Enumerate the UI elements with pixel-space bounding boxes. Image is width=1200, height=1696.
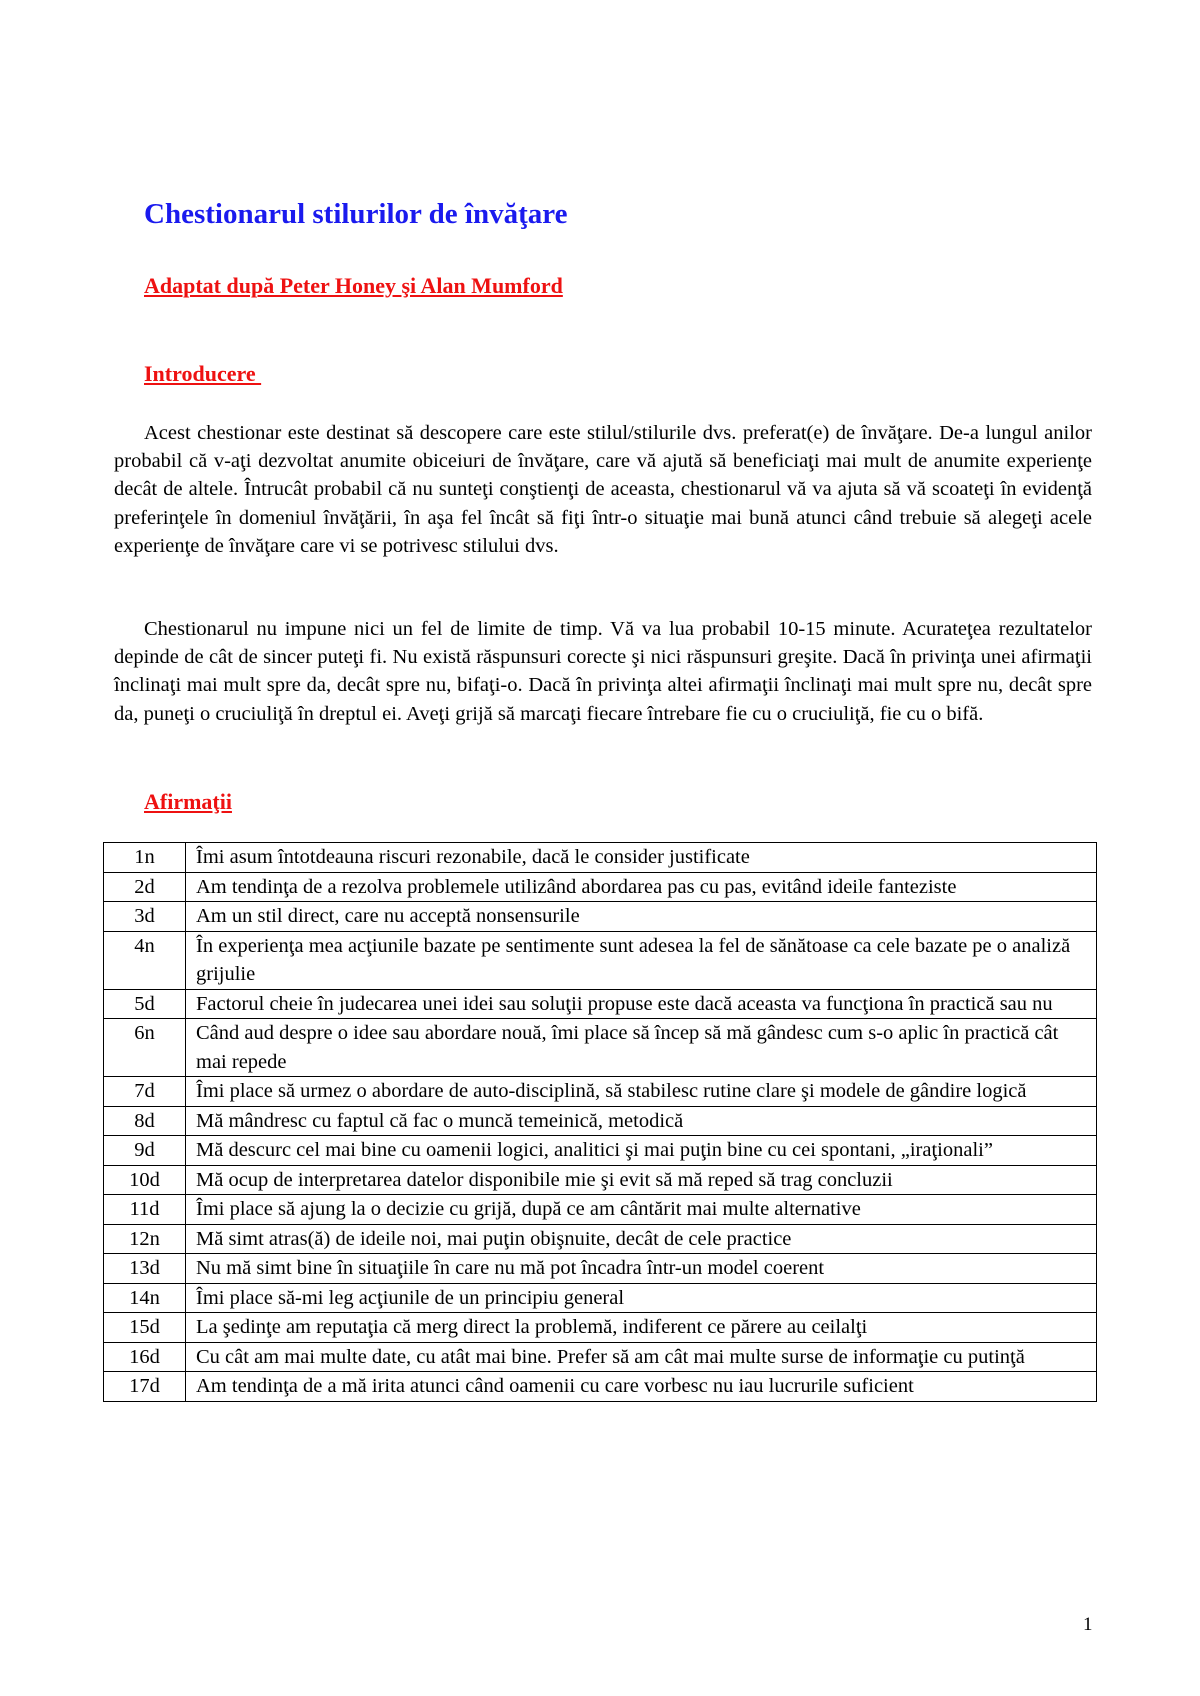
statement-code: 4n — [104, 931, 186, 989]
statement-text: Am tendinţa de a rezolva problemele utilizând abordarea pas cu pas, evitând ideile fanteziste — [186, 872, 1097, 902]
table-row — [104, 1106, 1097, 1136]
adapted-from-heading: Adaptat după Peter Honey şi Alan Mumford — [144, 273, 563, 298]
table-row — [104, 1195, 1097, 1225]
statements-table — [103, 842, 1097, 1402]
statement-code: 12n — [104, 1224, 186, 1254]
statement-code: 5d — [104, 989, 186, 1019]
table-row — [104, 1254, 1097, 1284]
statement-text: Mă descurc cel mai bine cu oamenii logici, analitici şi mai puţin bine cu cei spontani, „iraţionali” — [186, 1136, 1097, 1166]
table-row — [104, 1224, 1097, 1254]
statement-text: Îmi place să-mi leg acţiunile de un principiu general — [186, 1283, 1097, 1313]
table-row — [104, 1342, 1097, 1372]
table-row — [104, 1313, 1097, 1343]
statement-code: 1n — [104, 843, 186, 873]
table-row — [104, 1019, 1097, 1077]
intro-paragraph-1: Acest chestionar este destinat să descopere care este stilul/stilurile dvs. preferat(e) de învăţare. De-a lungul anilor probabil că v-aţi dezvoltat anumite obiceiuri de învăţare, care vă ajută să beneficiaţi mai mult de anumite experienţe decât de altele. Întrucât probabil că nu sunteţi conştienţi de aceasta, chestionarul vă va ajuta să vă scoateţi în evidenţă preferinţele în domeniul învăţării, în aşa fel încât să fiţi într-o situaţie mai bună atunci când trebuie să alegeţi acele experienţe de învăţare care vi se potrivesc stilului dvs. — [114, 422, 1092, 557]
table-row — [104, 902, 1097, 932]
intro-paragraph-2: Chestionarul nu impune nici un fel de limite de timp. Vă va lua probabil 10-15 minute. Acurateţea rezultatelor depinde de cât de sincer puteţi fi. Nu există răspunsuri corecte şi nici răspunsuri greşite. Dacă în privinţa unei afirmaţii înclinaţi mai mult spre da, decât spre nu, bifaţi-o. Dacă în privinţa altei afirmaţii înclinaţi mai mult spre nu, decât spre da, puneţi o cruciuliţă în dreptul ei. Aveţi grijă să marcaţi fiecare întrebare fie cu o cruciuliţă, fie cu o bifă. — [114, 618, 1092, 725]
table-row — [104, 1165, 1097, 1195]
statement-text: Mă mândresc cu faptul că fac o muncă temeinică, metodică — [186, 1106, 1097, 1136]
statement-text: Când aud despre o idee sau abordare nouă, îmi place să încep să mă gândesc cum s-o aplic în practică cât mai repede — [186, 1019, 1097, 1077]
statement-code: 16d — [104, 1342, 186, 1372]
statement-text: La şedinţe am reputaţia că merg direct la problemă, indiferent ce părere au ceilalţi — [186, 1313, 1097, 1343]
table-row — [104, 1372, 1097, 1402]
table-row — [104, 843, 1097, 873]
statement-code: 13d — [104, 1254, 186, 1284]
statement-text: În experienţa mea acţiunile bazate pe sentimente sunt adesea la fel de sănătoase ca cele bazate pe o analiză grijulie — [186, 931, 1097, 989]
intro-heading: Introducere — [144, 361, 262, 386]
statement-text: Mă simt atras(ă) de ideile noi, mai puţin obişnuite, decât de cele practice — [186, 1224, 1097, 1254]
statement-code: 17d — [104, 1372, 186, 1402]
statement-code: 7d — [104, 1077, 186, 1107]
statement-text: Îmi place să urmez o abordare de auto-disciplină, să stabilesc rutine clare şi modele de gândire logică — [186, 1077, 1097, 1107]
statement-code: 15d — [104, 1313, 186, 1343]
statement-code: 6n — [104, 1019, 186, 1077]
statements-heading: Afirmaţii — [144, 789, 232, 814]
table-row — [104, 931, 1097, 989]
table-row — [104, 989, 1097, 1019]
statement-text: Factorul cheie în judecarea unei idei sau soluţii propuse este dacă aceasta va funcţiona în practică sau nu — [186, 989, 1097, 1019]
statement-text: Îmi place să ajung la o decizie cu grijă, după ce am cântărit mai multe alternative — [186, 1195, 1097, 1225]
document-title: Chestionarul stilurilor de învăţare — [144, 198, 568, 230]
table-row — [104, 1136, 1097, 1166]
page-number: 1 — [1083, 1614, 1093, 1635]
statement-code: 11d — [104, 1195, 186, 1225]
statement-code: 9d — [104, 1136, 186, 1166]
statement-text: Am tendinţa de a mă irita atunci când oamenii cu care vorbesc nu iau lucrurile suficient — [186, 1372, 1097, 1402]
statement-code: 2d — [104, 872, 186, 902]
table-row — [104, 1283, 1097, 1313]
statement-code: 10d — [104, 1165, 186, 1195]
statement-text: Mă ocup de interpretarea datelor disponibile mie şi evit să mă reped să trag concluzii — [186, 1165, 1097, 1195]
statement-code: 3d — [104, 902, 186, 932]
statement-text: Am un stil direct, care nu acceptă nonsensurile — [186, 902, 1097, 932]
statement-text: Cu cât am mai multe date, cu atât mai bine. Prefer să am cât mai multe surse de informaţie cu putinţă — [186, 1342, 1097, 1372]
statement-text: Îmi asum întotdeauna riscuri rezonabile, dacă le consider justificate — [186, 843, 1097, 873]
table-row — [104, 1077, 1097, 1107]
table-row — [104, 872, 1097, 902]
statement-text: Nu mă simt bine în situaţiile în care nu mă pot încadra într-un model coerent — [186, 1254, 1097, 1284]
statement-code: 8d — [104, 1106, 186, 1136]
statement-code: 14n — [104, 1283, 186, 1313]
